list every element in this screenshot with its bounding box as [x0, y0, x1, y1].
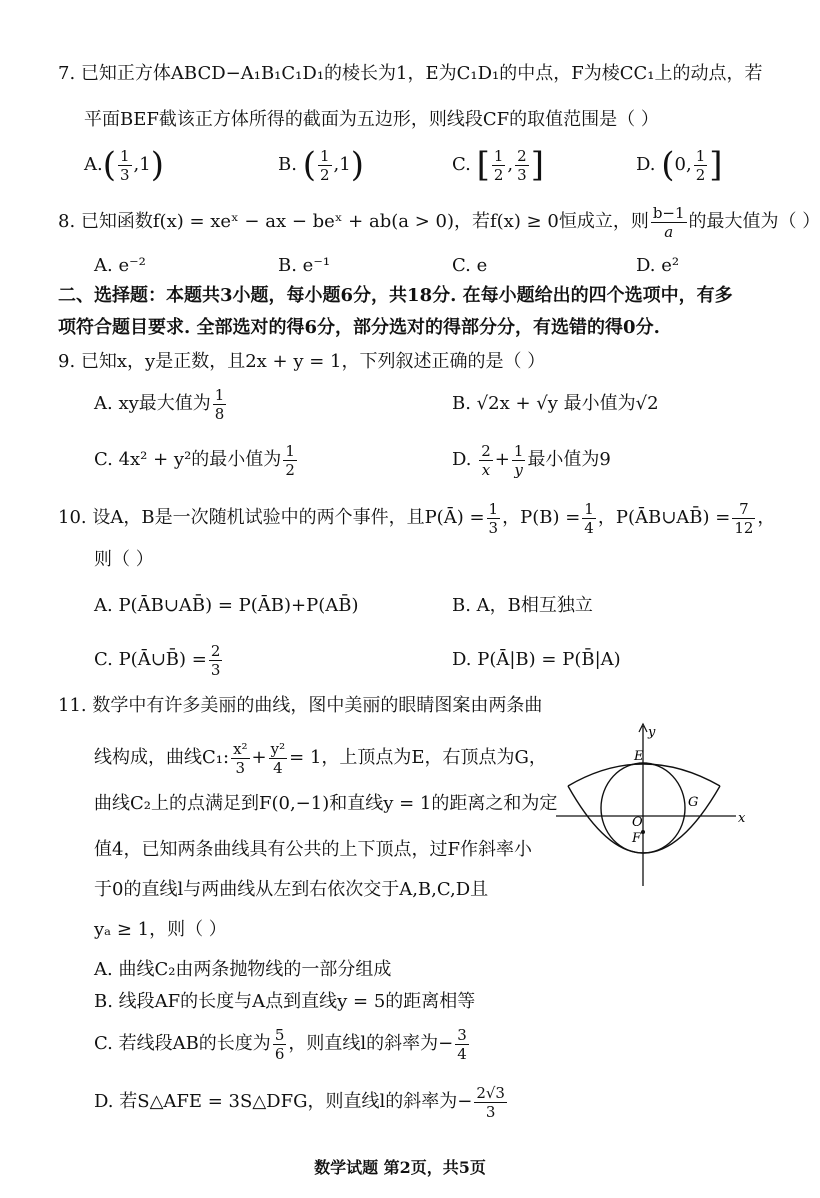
q9-option-d: D. $\frac{2}{x}$ + $\frac{1}{y}$ 最小值为9: [452, 441, 611, 479]
q8-option-a: A. e⁻²: [94, 255, 146, 276]
q11-stem-line1: 11. 数学中有许多美丽的曲线，图中美丽的眼睛图案由两条曲: [58, 695, 543, 716]
q11-stem-line6: yₐ ≥ 1，则（ ）: [94, 919, 227, 940]
q9-option-a: A. xy最大值为 $\frac{1}{8}$: [94, 385, 225, 423]
q7-option-b: B. ( $\frac{1}{2}$ ,1): [278, 145, 364, 185]
label-g: G: [688, 795, 699, 810]
section2-heading-line2: 项符合题目要求. 全部选对的得6分，部分选对的得部分分，有选错的得0分.: [58, 317, 660, 338]
label-e: E: [634, 749, 644, 764]
label-x: x: [738, 811, 746, 826]
q11-eye-figure: [548, 720, 758, 890]
q9-stem: 9. 已知x，y是正数，且2x + y = 1，下列叙述正确的是（ ）: [58, 351, 546, 372]
c2-upper-curve: [568, 764, 720, 786]
q8-option-d: D. e²: [636, 255, 680, 276]
q7-option-c: C. [ $\frac{1}{2}$ , $\frac{2}{3}$ ]: [452, 145, 544, 185]
q7-stem-line2: 平面BEF截该正方体所得的截面为五边形，则线段CF的取值范围是（ ）: [84, 109, 659, 130]
q11-option-b: B. 线段AF的长度与A点到直线y = 5的距离相等: [94, 991, 476, 1012]
q11-option-a: A. 曲线C₂由两条抛物线的一部分组成: [94, 959, 392, 980]
q9-option-c: C. 4x² + y²的最小值为 $\frac{1}{2}$: [94, 441, 295, 479]
q8-option-c: C. e: [452, 255, 488, 276]
q10-option-a: A. P(ĀB∪AB̄) = P(ĀB)+P(AB̄): [94, 595, 359, 616]
q11-stem-line3: 曲线C₂上的点满足到F(0,−1)和直线y = 1的距离之和为定: [94, 793, 558, 814]
q8-stem: 8. 已知函数f(x) = xeˣ − ax − beˣ + ab(a > 0)，若f(x) ≥ 0恒成立，则 $\frac{b-1}{a}$ 的最大值为（ ）: [58, 203, 820, 241]
q11-stem-line5: 于0的直线l与两曲线从左到右依次交于A,B,C,D且: [94, 879, 489, 900]
page-footer: 数学试题 第2页，共5页: [314, 1158, 486, 1177]
label-f: F: [632, 831, 642, 846]
q11-stem-line2: 线构成，曲线C₁: $\frac{\text{x²}}{3}$ + $\frac{\text{y²}}{4}$ = 1，上顶点为E，右顶点为G，: [94, 739, 547, 777]
label-y: y: [648, 725, 656, 740]
section2-heading-line1: 二、选择题：本题共3小题，每小题6分，共18分. 在每小题给出的四个选项中，有多: [58, 285, 733, 306]
q10-stem-line2: 则（ ）: [94, 549, 154, 570]
q11-stem-line4: 值4，已知两条曲线具有公共的上下顶点，过F作斜率小: [94, 839, 532, 860]
q8-option-b: B. e⁻¹: [278, 255, 331, 276]
q10-option-b: B. A，B相互独立: [452, 595, 593, 616]
q10-option-c: C. P(Ā∪B̄) = $\frac{2}{3}$: [94, 641, 221, 679]
q10-option-d: D. P(Ā|B) = P(B̄|A): [452, 649, 621, 670]
q7-option-a: A.( $\frac{1}{3}$ ,1): [84, 145, 164, 185]
q7-stem-line1: 7. 已知正方体ABCD−A₁B₁C₁D₁的棱长为1，E为C₁D₁的中点，F为棱CC₁上的动点，若: [58, 63, 763, 84]
q11-option-c: C. 若线段AB的长度为 $\frac{5}{6}$ ，则直线l的斜率为− $\frac{3}{4}$: [94, 1025, 467, 1063]
q9-option-b: B. √2x + √y 最小值为√2: [452, 393, 659, 414]
label-o: O: [632, 815, 643, 830]
q11-option-d: D. 若S△AFE = 3S△DFG，则直线l的斜率为− $\frac{2√3}{3}$: [94, 1083, 505, 1121]
q10-stem: 10. 设A，B是一次随机试验中的两个事件，且P(Ā) = $\frac{1}{3}$ ，P(B) = $\frac{1}{4}$ ，P(ĀB∪AB̄) = $\frac{7}{12}$ ，: [58, 499, 776, 537]
q7-option-d: D. (0, $\frac{1}{2}$ ]: [636, 145, 723, 185]
point-f: [641, 830, 645, 834]
